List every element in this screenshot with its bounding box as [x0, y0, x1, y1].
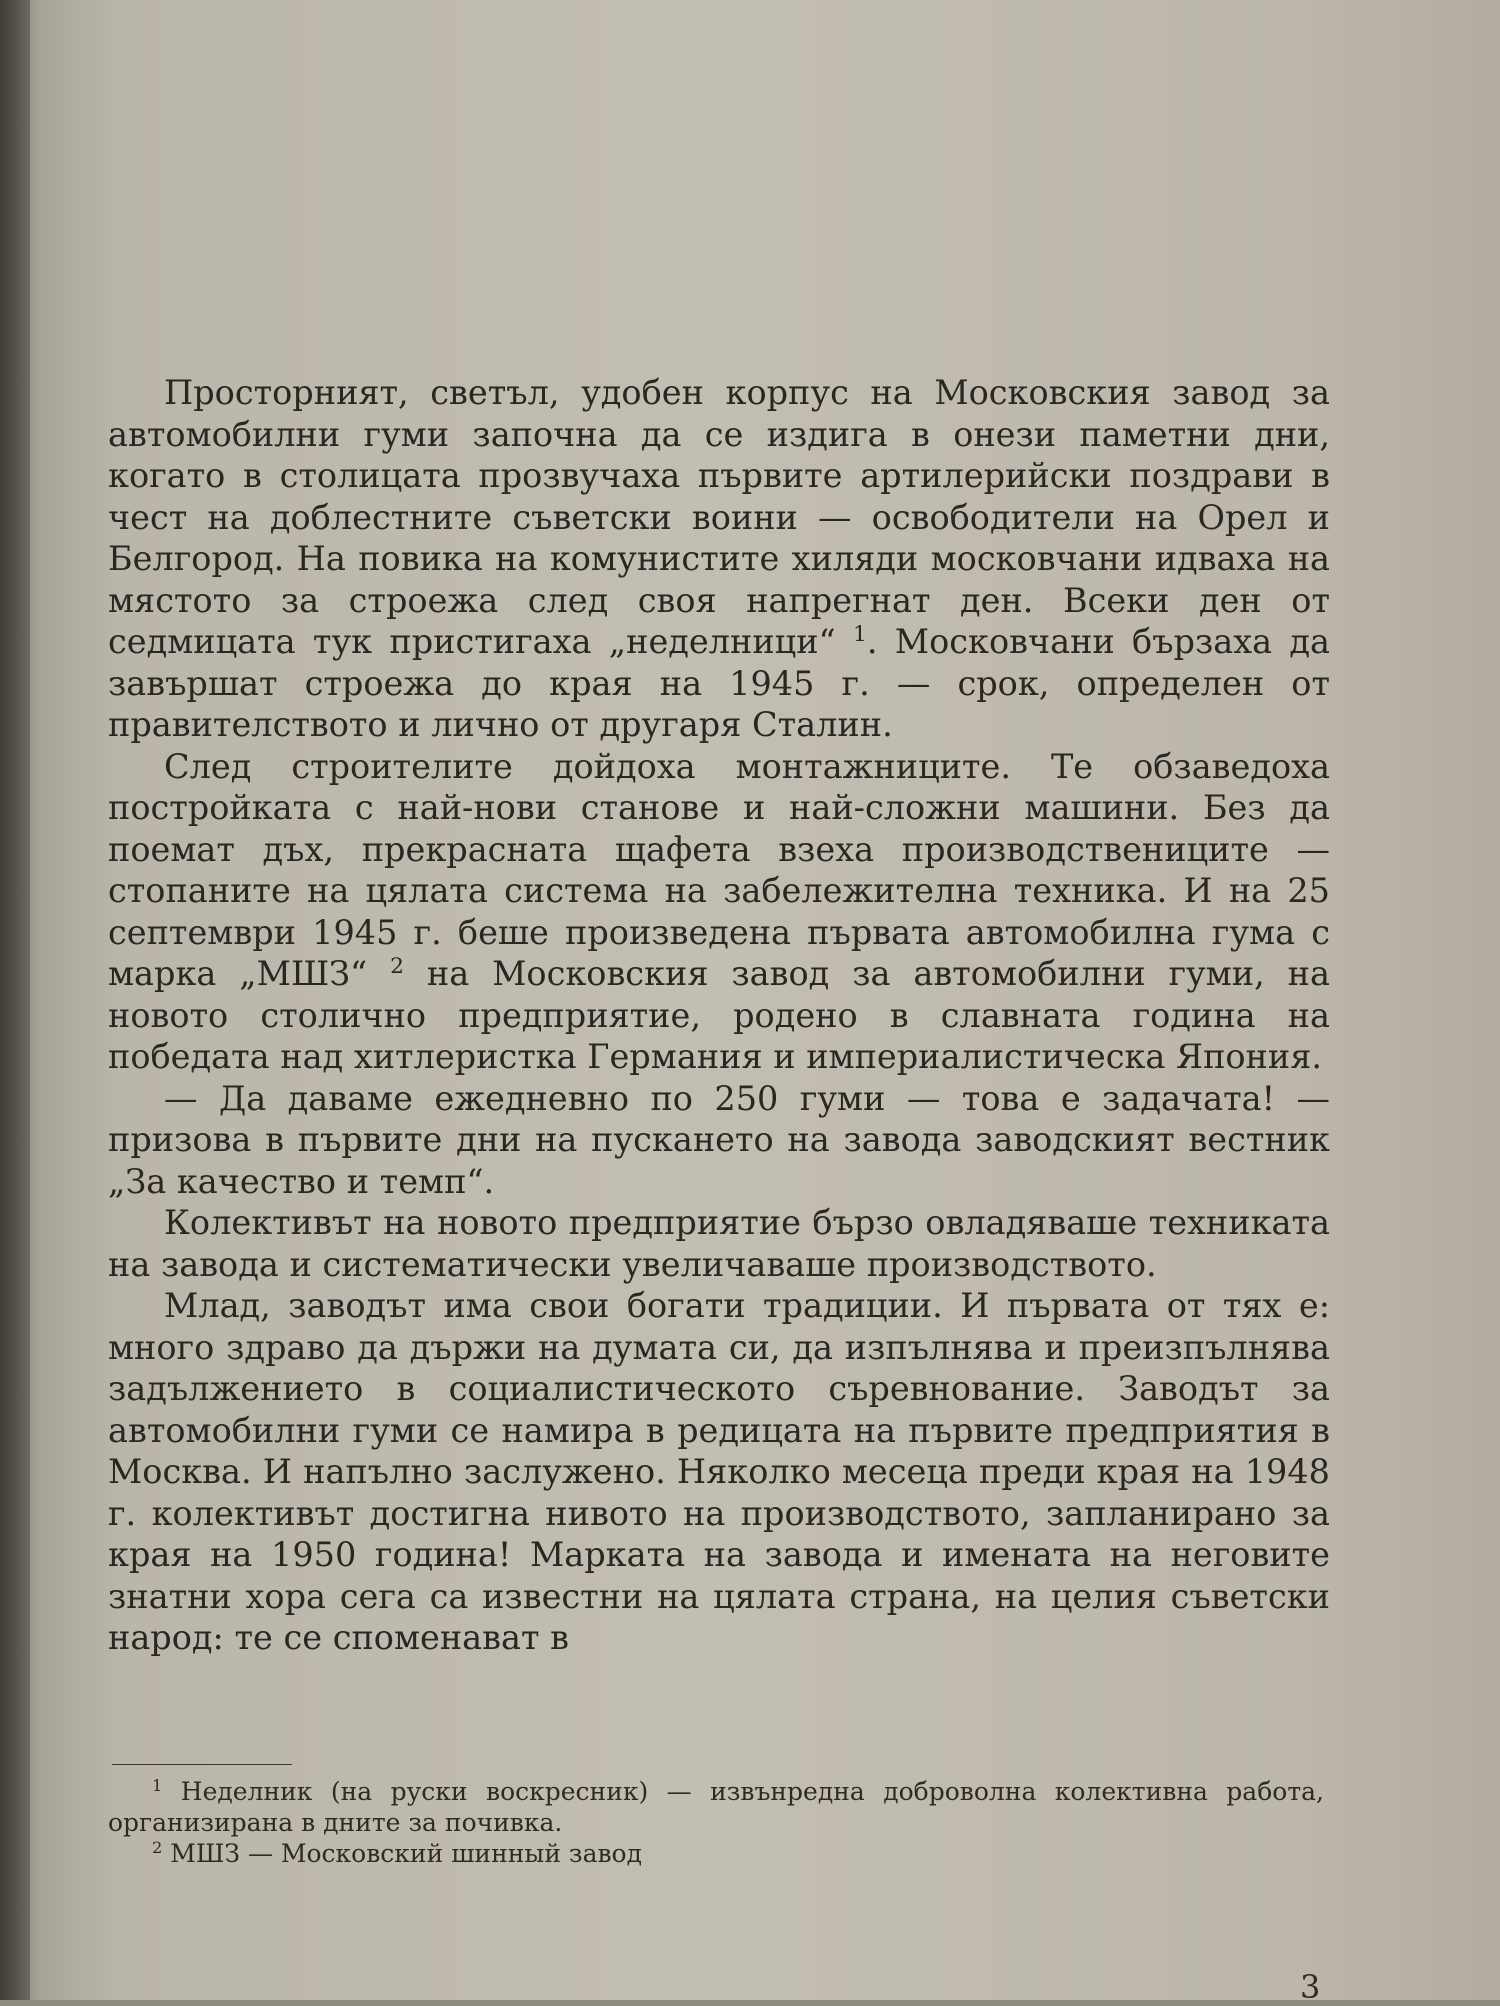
- footnote-text: Неделник (на руски воскресник) — извънредна доброволна колективна работа, организирана в дните за почивка.: [108, 1777, 1325, 1837]
- paragraph-text: . Московчани бързаха да завършат строежа до края на 1945 г. — срок, определен от правителството и лично от другаря Сталин.: [108, 622, 1330, 744]
- footnote-mark: 1: [152, 1776, 163, 1796]
- body-text: [108, 372, 1330, 1659]
- paragraph: Колективът на новото предприятие бързо овладяваше техниката на завода и систематически увеличаваше производството.: [108, 1203, 1330, 1284]
- footnote-divider: [112, 1764, 292, 1765]
- paragraph-text: Просторният, светъл, удобен корпус на Московския завод за автомобилни гуми започна да се издига в онези паметни дни, когато в столицата прозвучаха първите артилерийски поздрави в чест на доблестните съветски воини — освободители на Орел и Белгород. На повика на комунистите хиляди московчани идваха на мястото за строежа след своя напрегнат ден. Всеки ден от седмицата тук пристигаха „неделници“: [108, 373, 1330, 661]
- paragraph-text: на Московския завод за автомобилни гуми, на новото столично предприятие, родено в славната година на победата над хитлеристка Германия и империалистическа Япония.: [108, 954, 1330, 1076]
- paragraph-text: След строителите дойдоха монтажниците. Те обзаведоха постройката с най-нови станове и най-сложни машини. Без да поемат дъх, прекрасната щафета взеха производствениците — стопаните на цялата система на забележителна техника. И на 25 септември 1945 г. беше произведена първата автомобилна гума с марка „МШЗ“: [108, 746, 1330, 993]
- footnotes: [108, 1776, 1324, 1869]
- footnote: [108, 1776, 1324, 1838]
- footnote-ref: 2: [390, 954, 404, 980]
- footnote: [108, 1838, 1324, 1869]
- book-spine-shadow: [0, 0, 30, 2000]
- paragraph: [108, 746, 1330, 1078]
- footnote-mark: 2: [152, 1838, 163, 1858]
- paragraph: — Да даваме ежедневно по 250 гуми — това е задачата! — призова в първите дни на пускането на завода заводският вестник „За качество и темп“.: [108, 1078, 1330, 1201]
- paragraph: Млад, заводът има свои богати традиции. И първата от тях е: много здраво да държи на думата си, да изпълнява и преизпълнява задължението в социалистическото съревнование. Заводът за автомобилни гуми се намира в редицата на първите предприятия в Москва. И напълно заслужено. Няколко месеца преди края на 1948 г. колективът достигна нивото на производството, запланирано за края на 1950 година! Марката на завода и имената на неговите знатни хора сега са известни на цялата страна, на целия съветски народ: те се споменават в: [108, 1286, 1330, 1657]
- footnote-ref: 1: [852, 622, 867, 648]
- paragraph: [108, 372, 1330, 746]
- page-number: 3: [1300, 1968, 1321, 2006]
- footnote-text: МШЗ — Московский шинный завод: [170, 1839, 642, 1868]
